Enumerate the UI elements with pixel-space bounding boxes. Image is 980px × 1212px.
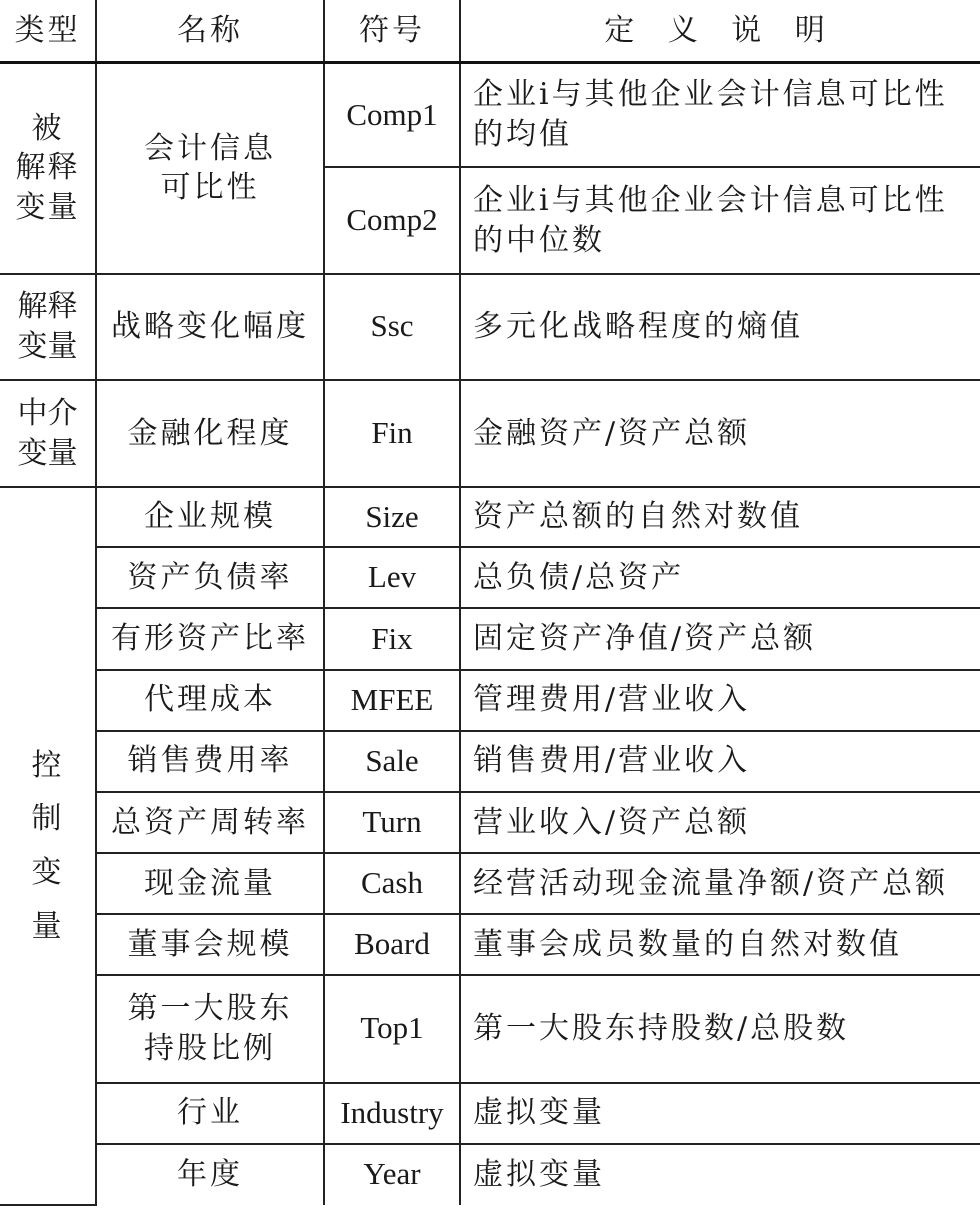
group-mediator-variable (0, 380, 96, 487)
var-name: 金融化程度 (96, 380, 324, 487)
group-label-line: 变 (31, 855, 64, 891)
var-definition: 营业收入/资产总额 (460, 792, 980, 853)
group-label-line: 变量 (17, 435, 78, 471)
var-name: 资产负债率 (96, 547, 324, 608)
var-symbol: Lev (324, 547, 460, 608)
table-row (0, 914, 980, 975)
table-row (0, 731, 980, 792)
table-header-row (0, 0, 980, 62)
group-label-line: 控 (31, 747, 64, 783)
group-control-variable (0, 487, 96, 1205)
var-name: 有形资产比率 (96, 608, 324, 669)
var-definition: 销售费用/营业收入 (460, 731, 980, 792)
group-dependent-variable (0, 62, 96, 274)
var-symbol: Board (324, 914, 460, 975)
name-line: 持股比例 (144, 1030, 276, 1066)
var-name: 销售费用率 (96, 731, 324, 792)
table-row (0, 62, 980, 167)
var-name: 战略变化幅度 (96, 274, 324, 380)
var-definition: 虚拟变量 (460, 1144, 980, 1205)
header-name: 名称 (96, 0, 324, 62)
table-row (0, 380, 980, 487)
table-row (0, 670, 980, 731)
header-definition: 定 义 说 明 (460, 0, 980, 62)
var-definition: 虚拟变量 (460, 1083, 980, 1144)
table-row (0, 853, 980, 914)
group-explanatory-variable (0, 274, 96, 380)
var-name: 行业 (96, 1083, 324, 1144)
var-name (96, 975, 324, 1082)
table-row (0, 608, 980, 669)
table-row (0, 1083, 980, 1144)
var-definition: 董事会成员数量的自然对数值 (460, 914, 980, 975)
var-definition: 资产总额的自然对数值 (460, 487, 980, 547)
group-label-line: 制 (31, 801, 64, 837)
var-symbol: Fix (324, 608, 460, 669)
group-label-line: 变量 (17, 328, 78, 364)
name-line: 可比性 (160, 170, 260, 206)
var-symbol: MFEE (324, 670, 460, 731)
var-name: 总资产周转率 (96, 792, 324, 853)
var-symbol: Comp2 (324, 167, 460, 273)
table-row (0, 487, 980, 547)
group-label-line: 变量 (15, 189, 80, 225)
var-definition: 多元化战略程度的熵值 (460, 274, 980, 380)
var-definition: 企业i与其他企业会计信息可比性的均值 (460, 62, 980, 167)
group-label-line: 被 (31, 110, 64, 146)
table-row (0, 792, 980, 853)
table-row (0, 975, 980, 1082)
table-row (0, 547, 980, 608)
var-name: 企业规模 (96, 487, 324, 547)
var-symbol: Turn (324, 792, 460, 853)
table-row (0, 1144, 980, 1205)
var-symbol: Cash (324, 853, 460, 914)
header-type: 类型 (0, 0, 96, 62)
var-symbol: Industry (324, 1083, 460, 1144)
header-symbol: 符号 (324, 0, 460, 62)
var-name: 年度 (96, 1144, 324, 1205)
group-label-line: 解释 (17, 289, 78, 325)
var-symbol: Size (324, 487, 460, 547)
var-name: 代理成本 (96, 670, 324, 731)
group-label-line: 量 (31, 908, 64, 944)
var-definition: 总负债/总资产 (460, 547, 980, 608)
var-name-comparability (96, 62, 324, 274)
var-definition: 固定资产净值/资产总额 (460, 608, 980, 669)
var-name: 董事会规模 (96, 914, 324, 975)
var-definition: 企业i与其他企业会计信息可比性的中位数 (460, 167, 980, 273)
var-definition: 金融资产/资产总额 (460, 380, 980, 487)
var-symbol: Year (324, 1144, 460, 1205)
var-symbol: Top1 (324, 975, 460, 1082)
var-definition: 管理费用/营业收入 (460, 670, 980, 731)
var-symbol: Comp1 (324, 62, 460, 167)
name-line: 第一大股东 (127, 991, 293, 1027)
var-definition: 第一大股东持股数/总股数 (460, 975, 980, 1082)
var-symbol: Sale (324, 731, 460, 792)
var-symbol: Fin (324, 380, 460, 487)
var-definition: 经营活动现金流量净额/资产总额 (460, 853, 980, 914)
var-symbol: Ssc (324, 274, 460, 380)
group-label-line: 中介 (17, 395, 78, 431)
var-name: 现金流量 (96, 853, 324, 914)
group-label-line: 解释 (15, 150, 80, 186)
name-line: 会计信息 (144, 130, 276, 166)
table-row (0, 274, 980, 380)
